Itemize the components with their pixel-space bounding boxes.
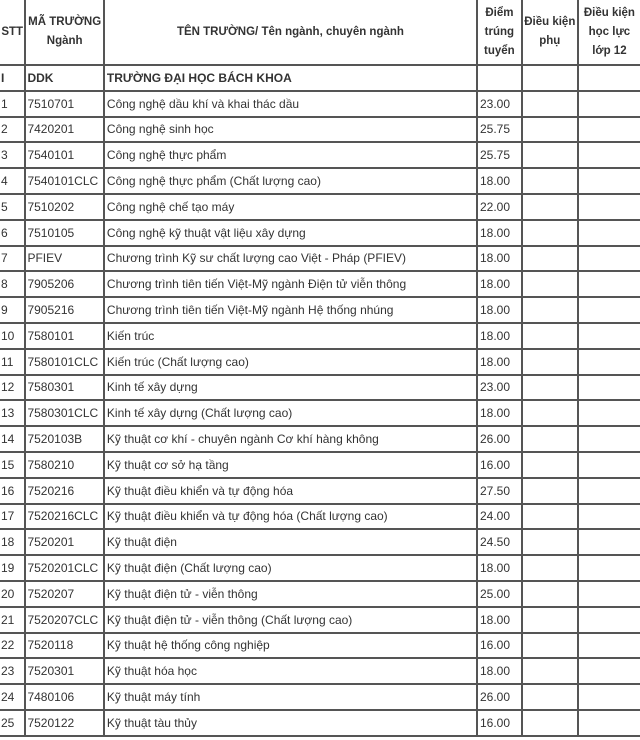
- row-extra: [523, 479, 577, 503]
- row-stt: 12: [0, 376, 24, 400]
- table-row: [0, 634, 640, 658]
- row-stt: 3: [0, 143, 24, 167]
- row-stt: 19: [0, 556, 24, 580]
- row-code: 7520118: [26, 634, 102, 658]
- row-name: Công nghệ thực phẩm: [105, 143, 476, 167]
- row-code: 7520207: [26, 582, 102, 606]
- row-score: 16.00: [478, 634, 521, 658]
- row-code: 7540101: [26, 143, 102, 167]
- row-name: Kinh tế xây dựng (Chất lượng cao): [105, 401, 476, 425]
- header-name: TÊN TRƯỜNG/ Tên ngành, chuyên ngành: [105, 0, 476, 64]
- row-score: 25.00: [478, 582, 521, 606]
- table-row: [0, 505, 640, 529]
- row-name: Kỹ thuật điện tử - viễn thông (Chất lượng cao): [105, 608, 476, 632]
- table-row: [0, 118, 640, 142]
- row-extra: [523, 298, 577, 322]
- table-row: [0, 608, 640, 632]
- row-score: 18.00: [478, 659, 521, 683]
- table-row: [0, 169, 640, 193]
- row-code: 7520216: [26, 479, 102, 503]
- row-grade12: [579, 582, 640, 606]
- header-code: MÃ TRƯỜNG Ngành: [26, 0, 102, 64]
- row-stt: 18: [0, 530, 24, 554]
- row-score: 25.75: [478, 143, 521, 167]
- school-code: DDK: [26, 66, 102, 90]
- row-code: 7480106: [26, 685, 102, 709]
- table-row: [0, 582, 640, 606]
- row-extra: [523, 247, 577, 271]
- row-extra: [523, 711, 577, 735]
- row-code: 7520216CLC: [26, 505, 102, 529]
- row-code: 7520201: [26, 530, 102, 554]
- row-score: 18.00: [478, 401, 521, 425]
- row-stt: 8: [0, 272, 24, 296]
- table-row: [0, 350, 640, 374]
- row-name: Chương trình tiên tiến Việt-Mỹ ngành Hệ thống nhúng: [105, 298, 476, 322]
- row-code: 7520122: [26, 711, 102, 735]
- row-score: 18.00: [478, 169, 521, 193]
- row-name: Kỹ thuật điều khiển và tự động hóa: [105, 479, 476, 503]
- row-grade12: [579, 324, 640, 348]
- row-extra: [523, 530, 577, 554]
- row-name: Công nghệ sinh học: [105, 118, 476, 142]
- row-code: 7580210: [26, 453, 102, 477]
- table-row: [0, 711, 640, 735]
- row-name: Công nghệ chế tạo máy: [105, 195, 476, 219]
- table-row: [0, 92, 640, 116]
- row-grade12: [579, 221, 640, 245]
- row-extra: [523, 221, 577, 245]
- row-extra: [523, 608, 577, 632]
- row-score: 23.00: [478, 92, 521, 116]
- row-extra: [523, 92, 577, 116]
- row-score: 16.00: [478, 453, 521, 477]
- row-stt: 11: [0, 350, 24, 374]
- row-score: 23.00: [478, 376, 521, 400]
- row-grade12: [579, 92, 640, 116]
- row-name: Kỹ thuật cơ sở hạ tầng: [105, 453, 476, 477]
- row-extra: [523, 401, 577, 425]
- row-extra: [523, 169, 577, 193]
- row-score: 18.00: [478, 556, 521, 580]
- table-row: [0, 247, 640, 271]
- row-name: Chương trình Kỹ sư chất lượng cao Việt - Pháp (PFIEV): [105, 247, 476, 271]
- table-row: [0, 221, 640, 245]
- school-stt: I: [0, 66, 24, 90]
- table-row: [0, 272, 640, 296]
- row-grade12: [579, 272, 640, 296]
- row-score: 25.75: [478, 118, 521, 142]
- row-extra: [523, 195, 577, 219]
- row-extra: [523, 582, 577, 606]
- row-name: Kỹ thuật điện tử - viễn thông: [105, 582, 476, 606]
- row-code: 7580101CLC: [26, 350, 102, 374]
- row-score: 22.00: [478, 195, 521, 219]
- row-name: Kiến trúc (Chất lượng cao): [105, 350, 476, 374]
- row-score: 26.00: [478, 685, 521, 709]
- row-score: 24.00: [478, 505, 521, 529]
- row-extra: [523, 376, 577, 400]
- row-stt: 7: [0, 247, 24, 271]
- row-code: 7420201: [26, 118, 102, 142]
- row-stt: 17: [0, 505, 24, 529]
- header-score: Điểm trúng tuyển: [478, 0, 521, 64]
- row-extra: [523, 634, 577, 658]
- row-stt: 15: [0, 453, 24, 477]
- row-name: Kinh tế xây dựng: [105, 376, 476, 400]
- row-grade12: [579, 608, 640, 632]
- school-row: [0, 66, 640, 90]
- row-grade12: [579, 195, 640, 219]
- row-name: Chương trình tiên tiến Việt-Mỹ ngành Điện tử viễn thông: [105, 272, 476, 296]
- row-extra: [523, 453, 577, 477]
- row-extra: [523, 427, 577, 451]
- row-grade12: [579, 659, 640, 683]
- row-grade12: [579, 711, 640, 735]
- row-grade12: [579, 118, 640, 142]
- row-score: 18.00: [478, 324, 521, 348]
- row-score: 18.00: [478, 350, 521, 374]
- header-row: [0, 0, 640, 64]
- row-grade12: [579, 143, 640, 167]
- row-code: 7510105: [26, 221, 102, 245]
- row-grade12: [579, 169, 640, 193]
- row-extra: [523, 350, 577, 374]
- row-grade12: [579, 453, 640, 477]
- row-stt: 21: [0, 608, 24, 632]
- row-score: 18.00: [478, 272, 521, 296]
- row-stt: 1: [0, 92, 24, 116]
- table-row: [0, 530, 640, 554]
- school-grade12: [579, 66, 640, 90]
- row-score: 18.00: [478, 247, 521, 271]
- table-row: [0, 427, 640, 451]
- row-grade12: [579, 427, 640, 451]
- header-extra: Điều kiện phụ: [523, 0, 577, 64]
- row-name: Kỹ thuật điều khiển và tự động hóa (Chất lượng cao): [105, 505, 476, 529]
- row-grade12: [579, 685, 640, 709]
- row-stt: 13: [0, 401, 24, 425]
- table-row: [0, 195, 640, 219]
- row-grade12: [579, 479, 640, 503]
- row-name: Kỹ thuật cơ khí - chuyên ngành Cơ khí hàng không: [105, 427, 476, 451]
- row-name: Kỹ thuật điện (Chất lượng cao): [105, 556, 476, 580]
- row-code: 7580101: [26, 324, 102, 348]
- row-extra: [523, 118, 577, 142]
- table-row: [0, 556, 640, 580]
- row-name: Công nghệ thực phẩm (Chất lượng cao): [105, 169, 476, 193]
- row-grade12: [579, 350, 640, 374]
- row-score: 26.00: [478, 427, 521, 451]
- row-grade12: [579, 530, 640, 554]
- row-grade12: [579, 634, 640, 658]
- row-stt: 6: [0, 221, 24, 245]
- row-grade12: [579, 401, 640, 425]
- header-grade12: Điều kiện học lực lớp 12: [579, 0, 640, 64]
- row-code: 7580301: [26, 376, 102, 400]
- row-extra: [523, 659, 577, 683]
- row-score: 18.00: [478, 298, 521, 322]
- school-extra: [523, 66, 577, 90]
- row-score: 18.00: [478, 221, 521, 245]
- row-stt: 5: [0, 195, 24, 219]
- row-extra: [523, 143, 577, 167]
- table-row: [0, 143, 640, 167]
- row-score: 24.50: [478, 530, 521, 554]
- row-stt: 2: [0, 118, 24, 142]
- row-code: PFIEV: [26, 247, 102, 271]
- row-name: Công nghệ kỹ thuật vật liệu xây dựng: [105, 221, 476, 245]
- row-code: 7510701: [26, 92, 102, 116]
- row-code: 7520103B: [26, 427, 102, 451]
- table-row: [0, 685, 640, 709]
- row-grade12: [579, 298, 640, 322]
- header-stt: STT: [0, 0, 24, 64]
- row-name: Kỹ thuật máy tính: [105, 685, 476, 709]
- row-stt: 23: [0, 659, 24, 683]
- row-name: Kỹ thuật hệ thống công nghiệp: [105, 634, 476, 658]
- school-name: TRƯỜNG ĐẠI HỌC BÁCH KHOA: [105, 66, 476, 90]
- table-row: [0, 401, 640, 425]
- row-stt: 16: [0, 479, 24, 503]
- row-score: 18.00: [478, 608, 521, 632]
- table-row: [0, 324, 640, 348]
- row-stt: 24: [0, 685, 24, 709]
- table-row: [0, 298, 640, 322]
- row-code: 7580301CLC: [26, 401, 102, 425]
- row-stt: 10: [0, 324, 24, 348]
- row-grade12: [579, 556, 640, 580]
- row-grade12: [579, 376, 640, 400]
- row-name: Kiến trúc: [105, 324, 476, 348]
- row-code: 7905206: [26, 272, 102, 296]
- row-name: Kỹ thuật hóa học: [105, 659, 476, 683]
- table-row: [0, 376, 640, 400]
- row-extra: [523, 685, 577, 709]
- row-stt: 14: [0, 427, 24, 451]
- table-row: [0, 659, 640, 683]
- row-stt: 9: [0, 298, 24, 322]
- row-code: 7540101CLC: [26, 169, 102, 193]
- row-stt: 22: [0, 634, 24, 658]
- row-code: 7520207CLC: [26, 608, 102, 632]
- row-extra: [523, 272, 577, 296]
- row-code: 7520301: [26, 659, 102, 683]
- table-row: [0, 479, 640, 503]
- row-extra: [523, 556, 577, 580]
- row-code: 7905216: [26, 298, 102, 322]
- row-stt: 20: [0, 582, 24, 606]
- row-name: Công nghệ dầu khí và khai thác dầu: [105, 92, 476, 116]
- row-stt: 25: [0, 711, 24, 735]
- row-code: 7520201CLC: [26, 556, 102, 580]
- row-name: Kỹ thuật điện: [105, 530, 476, 554]
- row-stt: 4: [0, 169, 24, 193]
- row-extra: [523, 324, 577, 348]
- school-score: [478, 66, 521, 90]
- row-extra: [523, 505, 577, 529]
- row-score: 16.00: [478, 711, 521, 735]
- row-grade12: [579, 505, 640, 529]
- row-name: Kỹ thuật tàu thủy: [105, 711, 476, 735]
- row-score: 27.50: [478, 479, 521, 503]
- table-row: [0, 453, 640, 477]
- row-code: 7510202: [26, 195, 102, 219]
- row-grade12: [579, 247, 640, 271]
